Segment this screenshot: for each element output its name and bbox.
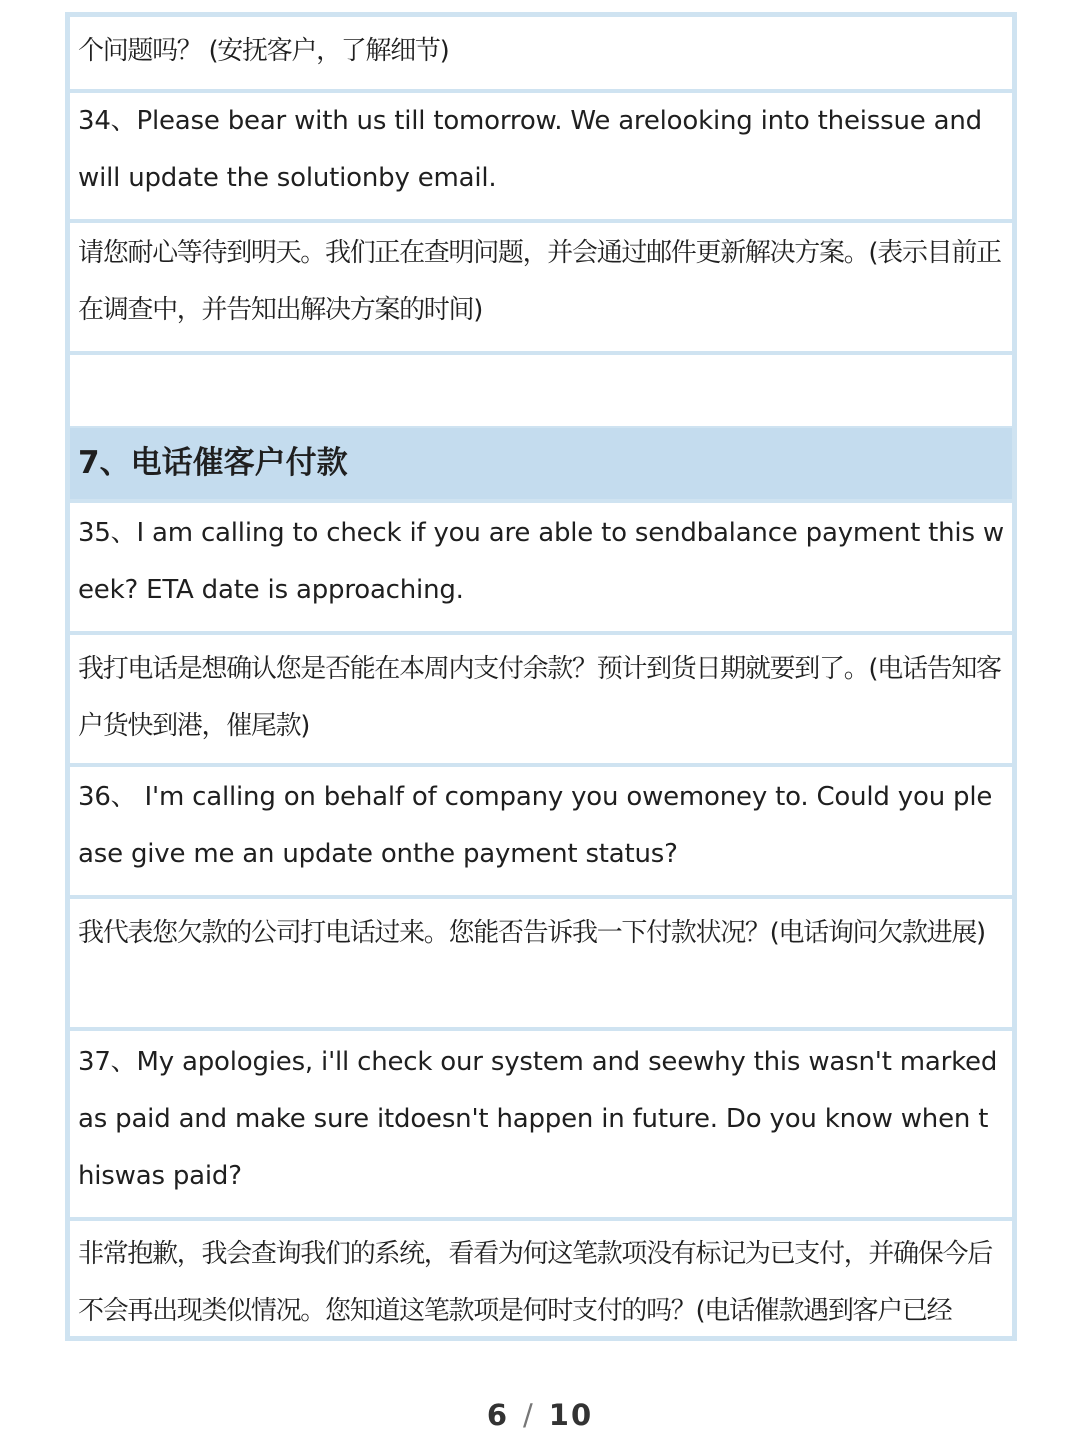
page-separator: / (523, 1398, 535, 1432)
section-heading (70, 428, 1012, 499)
row-text: 请您耐心等待到明天。我们正在查明问题，并会通过邮件更新解决方案。(表示目前正在调查中，并告知出解决方案的时间) (78, 238, 1001, 325)
table-row (70, 767, 1012, 895)
current-page: 6 (486, 1398, 510, 1432)
table-row (70, 635, 1012, 763)
table-row-empty (70, 355, 1012, 426)
row-text: 36、 I'm calling on behalf of company you owemoney to. Could you please give me an update onthe payment status? (78, 782, 993, 869)
table-row (70, 1221, 1012, 1336)
table-row (70, 223, 1012, 351)
total-pages: 10 (548, 1398, 594, 1432)
phrase-table (65, 12, 1017, 1341)
table-row (70, 1031, 1012, 1217)
table-row (70, 899, 1012, 1027)
table-row (70, 503, 1012, 631)
page-indicator (0, 1398, 1080, 1432)
row-text: 34、Please bear with us till tomorrow. We arelooking into theissue and will update the solutionby email. (78, 106, 982, 193)
row-text: 37、My apologies, i'll check our system and seewhy this wasn't marked as paid and make sure itdoesn't happen in future. Do you know when thiswas paid? (78, 1047, 998, 1191)
table-row (70, 17, 1012, 89)
row-text: 非常抱歉，我会查询我们的系统，看看为何这笔款项没有标记为已支付，并确保今后不会再出现类似情况。您知道这笔款项是何时支付的吗？(电话催款遇到客户已经 (78, 1239, 992, 1326)
table-row (70, 93, 1012, 219)
row-text: 35、I am calling to check if you are able to sendbalance payment this week? ETA date is approaching. (78, 518, 1004, 605)
section-title: 7、电话催客户付款 (78, 445, 348, 481)
row-text: 我打电话是想确认您是否能在本周内支付余款？预计到货日期就要到了。(电话告知客户货快到港，催尾款) (78, 654, 1001, 741)
row-text: 个问题吗？ (安抚客户，了解细节) (78, 36, 449, 66)
row-text: 我代表您欠款的公司打电话过来。您能否告诉我一下付款状况？(电话询问欠款进展) (78, 918, 985, 948)
